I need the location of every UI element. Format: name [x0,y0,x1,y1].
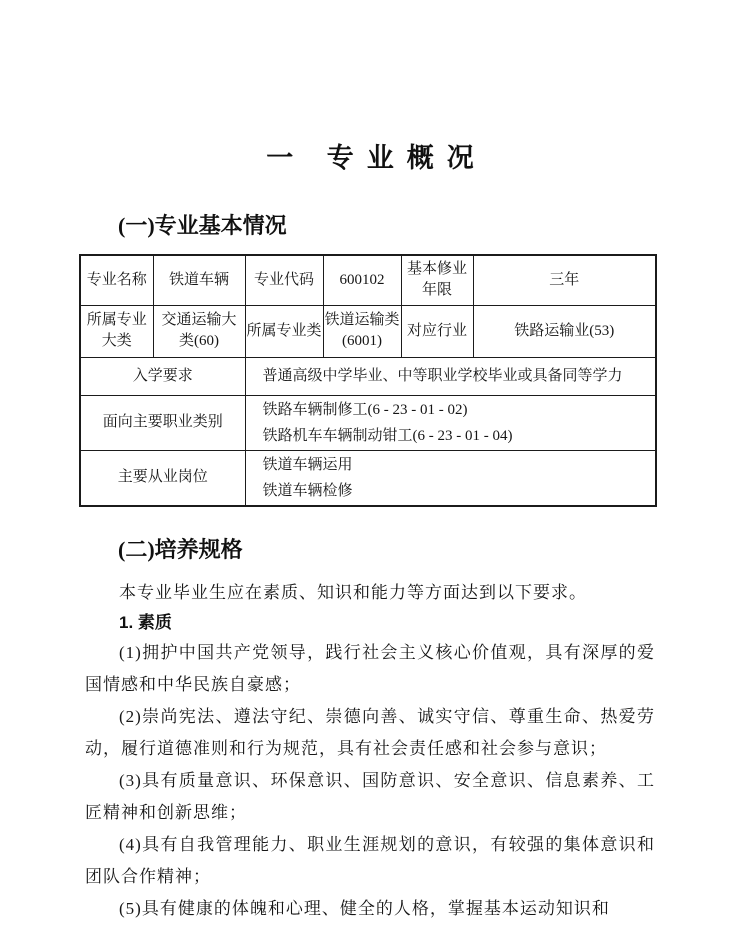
major-name-value: 铁道车辆 [153,255,245,305]
training-intro: 本专业毕业生应在素质、知识和能力等方面达到以下要求。 [119,582,587,602]
major-code-label: 专业代码 [245,255,323,305]
quality-subheading: 1. 素质 [119,612,172,632]
major-subcategory-value: 铁道运输类(6001) [323,305,401,357]
table-row [80,305,656,357]
study-years-label: 基本修业年限 [401,255,473,305]
table-row [80,395,656,450]
major-category-value: 交通运输大类(60) [153,305,245,357]
table-row [80,450,656,506]
table-row [80,357,656,395]
main-jobs-label: 主要从业岗位 [80,450,245,506]
quality-item-5: (5)具有健康的体魄和心理、健全的人格，掌握基本运动知识和 [119,898,610,918]
admission-value: 普通高级中学毕业、中等职业学校毕业或具备同等学力 [245,357,656,395]
quality-item-2: (2)崇尚宪法、遵法守纪、崇德向善、诚实守信、尊重生命、热爱劳动，履行道德准则和行为规范，具有社会责任感和社会参与意识； [85,706,655,758]
occupation-line: 铁路车辆制修工(6 - 23 - 01 - 02) [262,401,468,418]
section-basic-heading: (一)专业基本情况 [118,213,287,238]
major-name-label: 专业名称 [80,255,153,305]
job-line: 铁道车辆运用 [262,456,353,473]
quality-item-4: (4)具有自我管理能力、职业生涯规划的意识，有较强的集体意识和团队合作精神； [85,834,655,886]
occupation-category-value [245,395,656,450]
major-code-value: 600102 [323,255,401,305]
job-line: 铁道车辆检修 [262,482,353,499]
occupation-category-label: 面向主要职业类别 [80,395,245,450]
industry-value: 铁路运输业(53) [473,305,656,357]
section-training-heading: (二)培养规格 [118,536,243,562]
quality-item-3: (3)具有质量意识、环保意识、国防意识、安全意识、信息素养、工匠精神和创新思维； [85,770,655,822]
quality-item-1: (1)拥护中国共产党领导，践行社会主义核心价值观，具有深厚的爱国情感和中华民族自豪感； [85,642,655,694]
main-jobs-value [245,450,656,506]
study-years-value: 三年 [473,255,656,305]
major-subcategory-label: 所属专业类 [245,305,323,357]
major-category-label: 所属专业大类 [80,305,153,357]
basic-info-table [79,254,657,507]
page-title: 一 专业概况 [266,143,487,173]
admission-label: 入学要求 [80,357,245,395]
table-row [80,255,656,305]
occupation-line: 铁路机车车辆制动钳工(6 - 23 - 01 - 04) [262,427,513,444]
industry-label: 对应行业 [401,305,473,357]
